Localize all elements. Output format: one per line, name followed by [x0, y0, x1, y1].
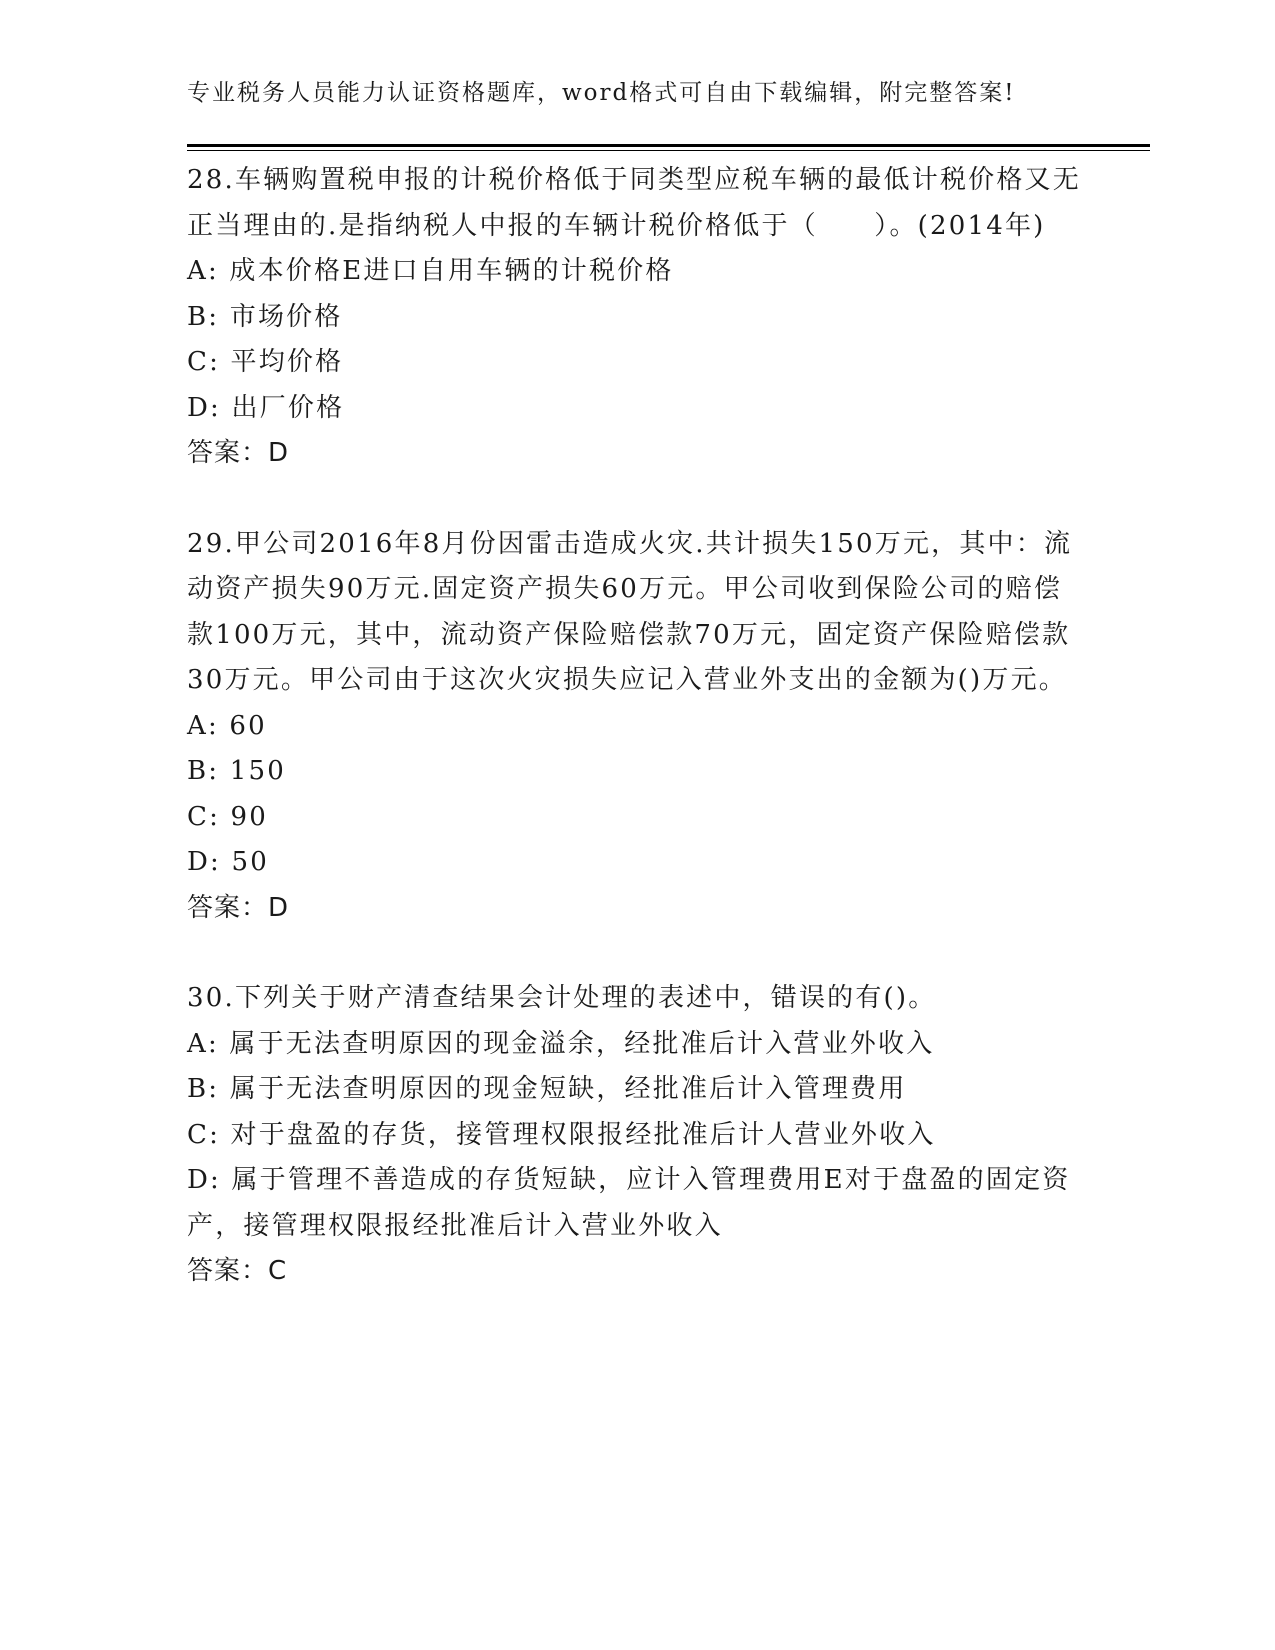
answer: 答案：C — [187, 1256, 288, 1286]
option-text: 150 — [229, 756, 286, 786]
question-stem: 30.下列关于财产清查结果会计处理的表述中，错误的有()。 — [187, 983, 937, 1013]
header-rule-thin — [187, 150, 1150, 151]
option-b — [187, 1067, 1087, 1113]
answer: 答案：D — [187, 438, 290, 468]
option-text: 平均价格 — [230, 347, 344, 377]
question-list — [187, 158, 1087, 1340]
option-text: 属于无法查明原因的现金溢余，经批准后计入营业外收入 — [229, 1028, 935, 1059]
question-stem: 28.车辆购置税申报的计税价格低于同类型应税车辆的最低计税价格又无正当理由的.是指纳税人中报的车辆计税价格低于（ ）。(2014年) — [187, 165, 1081, 241]
option-c — [187, 1113, 1087, 1159]
option-text: 出厂价格 — [231, 392, 345, 423]
option-text: 市场价格 — [229, 301, 343, 332]
option-label: D: — [187, 1165, 222, 1195]
option-text: 成本价格E进口自用车辆的计税价格 — [229, 256, 674, 286]
option-label: B: — [187, 301, 220, 332]
option-c — [187, 795, 1087, 841]
option-text: 90 — [230, 801, 269, 832]
answer: 答案：D — [187, 892, 290, 923]
option-label: B: — [187, 756, 220, 786]
option-b — [187, 295, 1087, 341]
option-a — [187, 249, 1087, 295]
option-label: A: — [187, 1028, 219, 1059]
option-d — [187, 840, 1087, 886]
option-label: A: — [187, 256, 219, 286]
option-c — [187, 340, 1087, 386]
option-text: 属于无法查明原因的现金短缺，经批准后计入管理费用 — [229, 1074, 907, 1104]
option-text: 50 — [231, 847, 269, 877]
option-label: D: — [187, 392, 222, 423]
option-b — [187, 749, 1087, 795]
option-label: D: — [187, 847, 222, 877]
question-30 — [187, 976, 1087, 1295]
option-d — [187, 1158, 1087, 1249]
option-label: B: — [187, 1074, 220, 1104]
option-label: A: — [187, 710, 219, 741]
option-d — [187, 386, 1087, 432]
option-a — [187, 704, 1087, 750]
option-a — [187, 1022, 1087, 1068]
option-label: C: — [187, 801, 221, 832]
question-29 — [187, 522, 1087, 932]
option-text: 属于管理不善造成的存货短缺，应计入管理费用E对于盘盈的固定资产，接管理权限报经批准后计入营业外收入 — [187, 1165, 1071, 1241]
question-stem: 29.甲公司2016年8月份因雷击造成火灾.共计损失150万元，其中：流动资产损失90万元.固定资产损失60万元。甲公司收到保险公司的赔偿款100万元，其中，流动资产保险赔偿款70万元，固定资产保险赔偿款30万元。甲公司由于这次火灾损失应记入营业外支出的金额为()万元。 — [187, 528, 1073, 695]
question-28 — [187, 158, 1087, 477]
option-text: 60 — [229, 710, 267, 741]
page-header: 专业税务人员能力认证资格题库，word格式可自由下载编辑，附完整答案! — [187, 80, 1016, 106]
option-text: 对于盘盈的存货，接管理权限报经批准后计人营业外收入 — [230, 1119, 936, 1150]
option-label: C: — [187, 1119, 221, 1150]
option-label: C: — [187, 347, 221, 377]
header-rule-thick — [187, 144, 1150, 147]
